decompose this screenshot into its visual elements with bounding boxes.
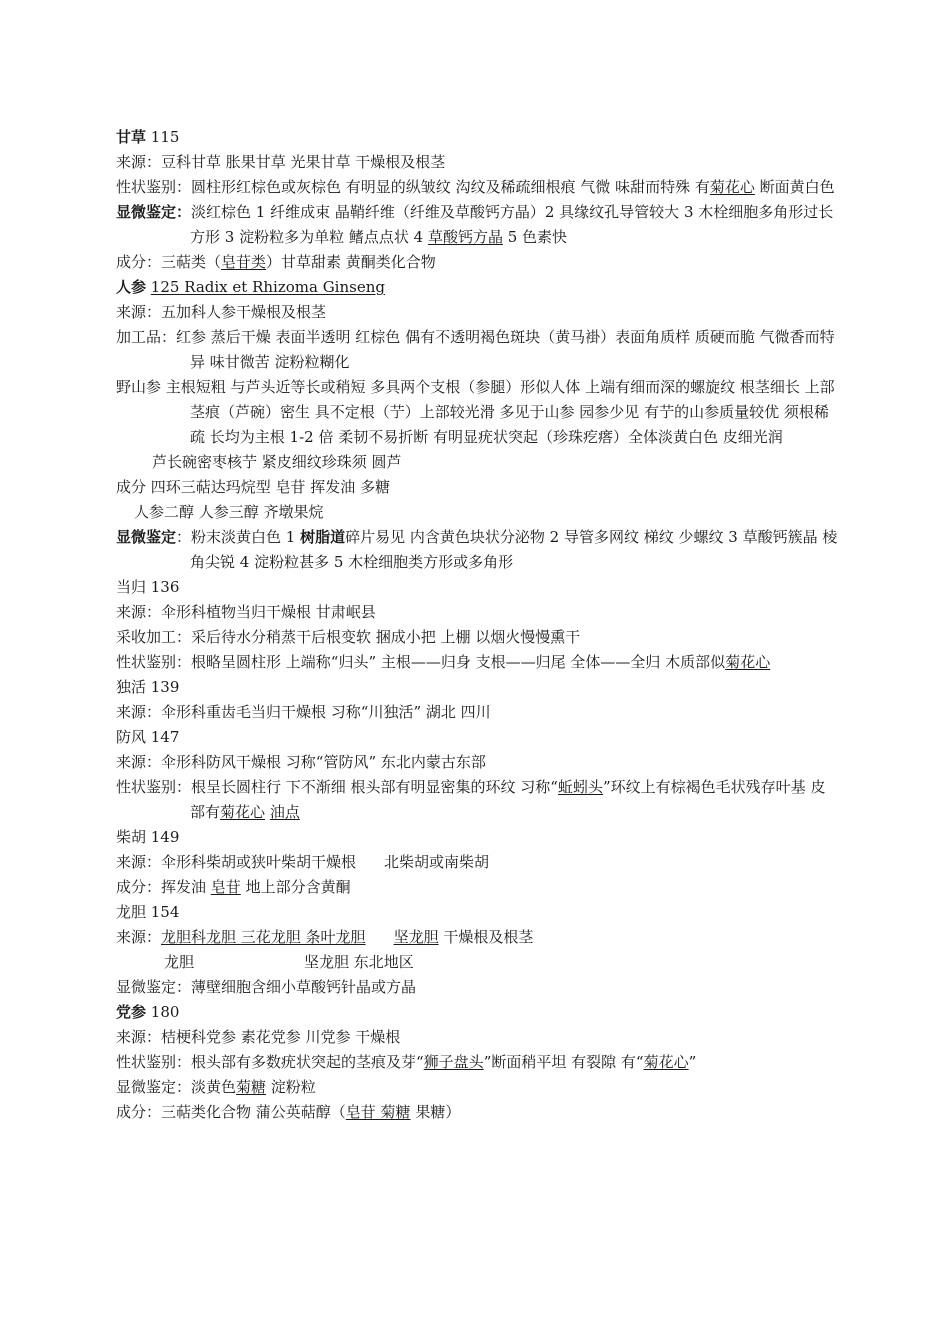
characteristics-line: 性状鉴别：根呈长圆柱行 下不渐细 根头部有明显密集的环纹 习称“蚯蚓头”环纹上有棕褐色毛状残存叶基 皮部有菊花心 油点 [116,778,826,821]
bold-term: 树脂道 [300,528,346,546]
microscopic-line: 显微鉴定：淡黄色菊糖 淀粉粒 [116,1078,316,1096]
composition-line: 成分：挥发油 皂苷 地上部分含黄酮 [116,878,351,896]
page-number: 180 [150,1003,180,1021]
underlined-term: 蚯蚓头 [557,778,603,796]
underlined-term: 菊花心 [220,803,266,821]
wild-ginseng-rhyme: 芦长碗密枣核艼 紧皮细纹珍珠须 圆芦 [152,453,402,471]
characteristics-line: 性状鉴别：根略呈圆柱形 上端称“归头” 主根——归身 支根——归尾 全体——全归 木质部似菊花心 [116,653,771,671]
document-body [116,125,840,1125]
source-line: 来源：桔梗科党参 素花党参 川党参 干燥根 [116,1028,401,1046]
underlined-term: 皂苷类 [221,253,267,271]
source-line: 来源：伞形科重齿毛当归干燥根 习称“川独活” 湖北 四川 [116,703,491,721]
composition-line: 成分：三萜类（皂苷类）甘草甜素 黄酮类化合物 [116,253,436,271]
entry-title-renshen [116,275,840,300]
underlined-term: 狮子盘头 [423,1053,484,1071]
entry-title-chaihu: 柴胡 149 [116,828,180,846]
wild-ginseng-line: 野山参 主根短粗 与芦头近等长或稍短 多具两个支根（参腿）形似人体 上端有细而深的螺旋纹 根茎细长 上部茎痕（芦碗）密生 具不定根（艼）上部较光滑 多见于山参 园参少见 有艼的山参质量较优 须根稀疏 长均为主根 1-2 倍 柔韧不易折断 有明显疣状突起（珍珠疙瘩）全体淡黄白色 皮细光润 [116,378,835,446]
microscopic-line: 显微鉴定：粉末淡黄白色 1 树脂道碎片易见 内含黄色块状分泌物 2 导管多网纹 梯纹 少螺纹 3 草酸钙簇晶 棱角尖锐 4 淀粉粒甚多 5 木栓细胞类方形或多角形 [116,528,838,571]
source-line: 来源：豆科甘草 胀果甘草 光果甘草 干燥根及根茎 [116,153,446,171]
composition-line: 成分：三萜类化合物 蒲公英萜醇（皂苷 菊糖 果糖） [116,1103,461,1121]
processed-line: 加工品：红参 蒸后干燥 表面半透明 红棕色 偶有不透明褐色斑块（黄马褂）表面角质样 质硬而脆 气微香而特异 味甘微苦 淀粉粒糊化 [116,328,835,371]
entry-title-duhuo: 独活 139 [116,678,180,696]
herb-name: 人参 [116,278,147,296]
source-line: 来源：伞形科防风干燥根 习称“管防风” 东北内蒙古东部 [116,753,486,771]
source-line: 来源：龙胆科龙胆 三花龙胆 条叶龙胆 坚龙胆 干燥根及根茎 [116,928,534,946]
microscopic-label: 显微鉴定： [116,203,192,221]
entry-title-danggui: 当归 136 [116,578,180,596]
underlined-term: 草酸钙方晶 [427,228,503,246]
microscopic-line: 显微鉴定：薄壁细胞含细小草酸钙针晶或方晶 [116,978,417,996]
processing-line: 采收加工：采后待水分稍蒸干后根变软 捆成小把 上棚 以烟火慢慢熏干 [116,628,581,646]
entry-title-longdan: 龙胆 154 [116,903,180,921]
source-line: 来源：伞形科柴胡或狭叶柴胡干燥根 北柴胡或南柴胡 [116,853,490,871]
herb-name: 甘草 [116,128,147,146]
composition-line-2: 人参二醇 人参三醇 齐墩果烷 [134,503,324,521]
underlined-term: 龙胆科龙胆 三花龙胆 条叶龙胆 [161,928,366,946]
composition-line: 成分 四环三萜达玛烷型 皂苷 挥发油 多糖 [116,478,391,496]
source-subline: 龙胆 坚龙胆 东北地区 [164,953,414,971]
herb-name: 党参 [116,1003,147,1021]
entry-title-dangshen [116,1000,840,1025]
underlined-term: 菊花心 [709,178,755,196]
underlined-term: 菊花心 [725,653,771,671]
microscopic-label: 显微鉴定 [116,528,177,546]
underlined-term: 皂苷 菊糖 [345,1103,411,1121]
entry-title-gancao [116,125,840,150]
characteristics-line: 性状鉴别：根头部有多数疣状突起的茎痕及芽“狮子盘头”断面稍平坦 有裂隙 有“菊花心” [116,1053,697,1071]
characteristics-line: 性状鉴别：圆柱形红棕色或灰棕色 有明显的纵皱纹 沟纹及稀疏细根痕 气微 味甜而特殊 有菊花心 断面黄白色 [116,178,835,196]
underlined-term: 皂苷 [210,878,241,896]
underlined-term: 菊花心 [643,1053,689,1071]
source-line: 来源：伞形科植物当归干燥根 甘肃岷县 [116,603,376,621]
entry-title-fangfeng: 防风 147 [116,728,180,746]
page-number: 115 [150,128,180,146]
latin-name-link[interactable]: 125 Radix et Rhizoma Ginseng [150,278,385,296]
underlined-term: 坚龙胆 [393,928,439,946]
source-line: 来源：五加科人参干燥根及根茎 [116,303,327,321]
underlined-term: 油点 [269,803,300,821]
microscopic-line: 显微鉴定：淡红棕色 1 纤维成束 晶鞘纤维（纤维及草酸钙方晶）2 具缘纹孔导管较大 3 木栓细胞多角形过长方形 3 淀粉粒多为单粒 鳍点点状 4 草酸钙方晶 5 色素快 [116,203,834,246]
underlined-term: 菊糖 [236,1078,267,1096]
